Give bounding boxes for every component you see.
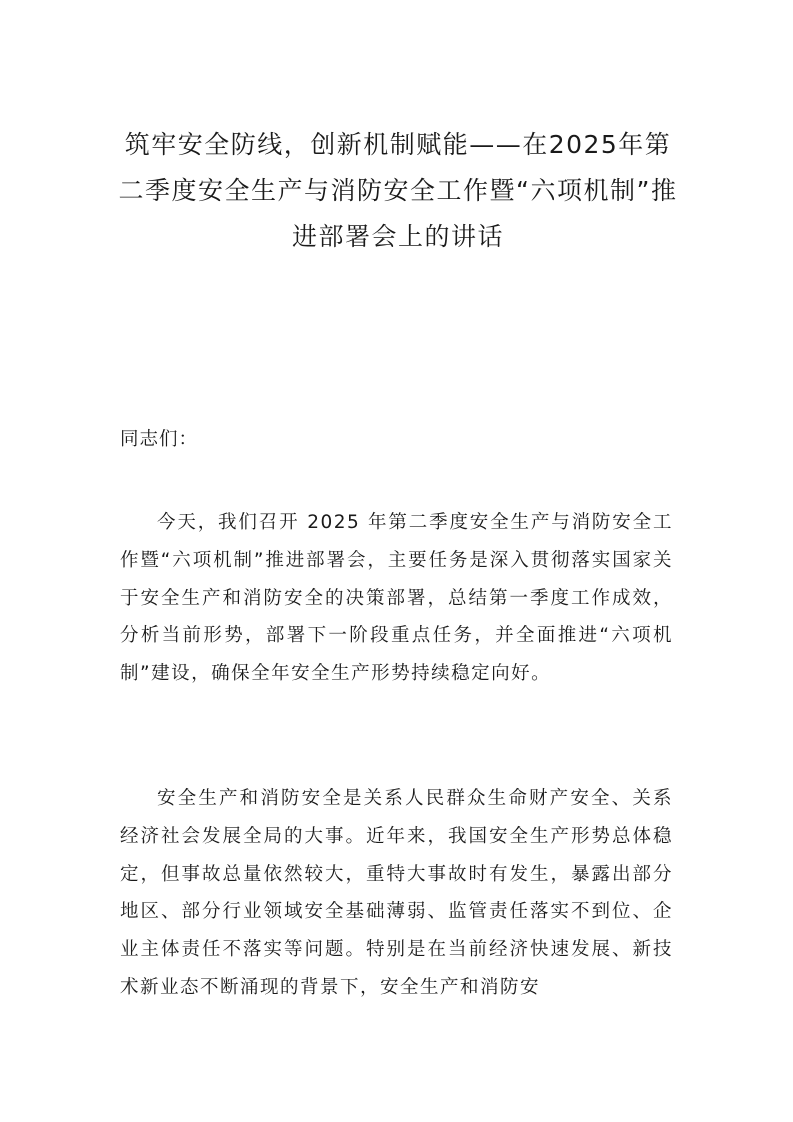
salutation: 同志们： [120,429,199,450]
paragraph-1: 今天，我们召开 2025 年第二季度安全生产与消防安全工作暨“六项机制”推进部署会，主要任务是深入贯彻落实国家关于安全生产和消防安全的决策部署，总结第一季度工作成效，分析当前形势，部署下一阶段重点任务，并全面推进“六项机制”建设，确保全年安全生产形势持续稳定向好。 [120,512,673,685]
paragraph-2: 安全生产和消防安全是关系人民群众生命财产安全、关系经济社会发展全局的大事。近年来，我国安全生产形势总体稳定，但事故总量依然较大，重特大事故时有发生，暴露出部分地区、部分行业领域安全基础薄弱、监管责任落实不到位、企业主体责任不落实等问题。特别是在当前经济快速发展、新技术新业态不断涌现的背景下，安全生产和消防安 [120,788,673,998]
document-title: 筑牢安全防线，创新机制赋能——在2025年第二季度安全生产与消防安全工作暨“六项机制”推进部署会上的讲话 [118,130,678,251]
